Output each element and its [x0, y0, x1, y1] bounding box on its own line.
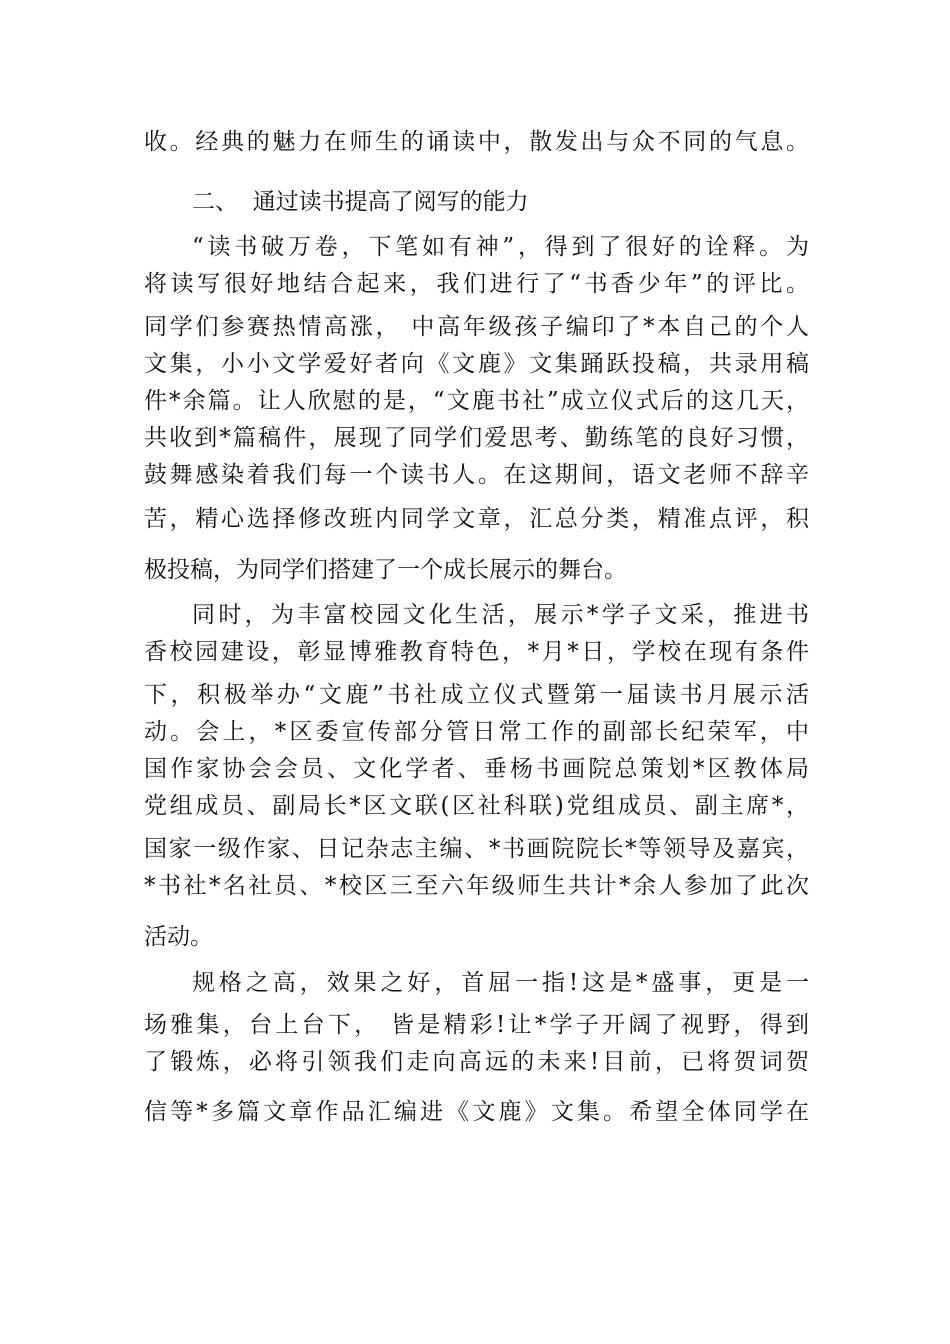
- paragraph-line: 同时，为丰富校园文化生活，展示*学子文采，推进书: [192, 602, 809, 628]
- paragraph-line: 苦，精心选择修改班内同学文章，汇总分类，精准点评，积: [144, 506, 809, 532]
- paragraph-line: 鼓舞感染着我们每一个读书人。在这期间，语文老师不辞辛: [144, 462, 809, 488]
- paragraph-line: 规格之高，效果之好，首屈一指!这是*盛事，更是一: [192, 970, 809, 996]
- paragraph-line: 党组成员、副局长*区文联(区社科联)党组成员、副主席*，: [144, 793, 809, 819]
- paragraph-line: 下，积极举办“文鹿”书社成立仪式暨第一届读书月展示活: [144, 682, 809, 708]
- section-heading: 二、 通过读书提高了阅写的能力: [192, 189, 529, 215]
- paragraph-line: “读书破万卷，下笔如有神”，得到了很好的诠释。为: [192, 234, 809, 260]
- paragraph-line: 同学们参赛热情高涨， 中高年级孩子编印了*本自己的个人: [144, 314, 809, 340]
- paragraph-line: 将读写很好地结合起来，我们进行了“书香少年”的评比。: [144, 271, 809, 297]
- paragraph-line: 香校园建设，彰显博雅教育特色，*月*日，学校在现有条件: [144, 639, 809, 665]
- paragraph-line: 了锻炼，必将引领我们走向高远的未来!目前，已将贺词贺: [144, 1049, 809, 1075]
- paragraph-line: 活动。: [144, 924, 213, 950]
- paragraph-line: 收。经典的魅力在师生的诵读中，散发出与众不同的气息。: [144, 129, 809, 155]
- paragraph-line: 文集，小小文学爱好者向《文鹿》文集踊跃投稿，共录用稿: [144, 351, 809, 377]
- paragraph-line: 场雅集，台上台下， 皆是精彩!让*学子开阔了视野，得到: [144, 1012, 809, 1038]
- paragraph-line: 动。会上，*区委宣传部分管日常工作的副部长纪荣军，中: [144, 719, 809, 745]
- paragraph-line: 信等*多篇文章作品汇编进《文鹿》文集。希望全体同学在: [144, 1099, 809, 1125]
- paragraph-line: 极投稿，为同学们搭建了一个成长展示的舞台。: [144, 557, 627, 583]
- paragraph-line: 国家一级作家、日记杂志主编、*书画院院长*等领导及嘉宾，: [144, 836, 809, 862]
- paragraph-line: 共收到*篇稿件，展现了同学们爱思考、勤练笔的良好习惯，: [144, 425, 809, 451]
- paragraph-line: 件*余篇。让人欣慰的是，“文鹿书社”成立仪式后的这几天，: [144, 388, 809, 414]
- paragraph-line: 国作家协会会员、文化学者、垂杨书画院总策划*区教体局: [144, 756, 809, 782]
- paragraph-line: *书社*名社员、*校区三至六年级师生共计*余人参加了此次: [144, 873, 809, 899]
